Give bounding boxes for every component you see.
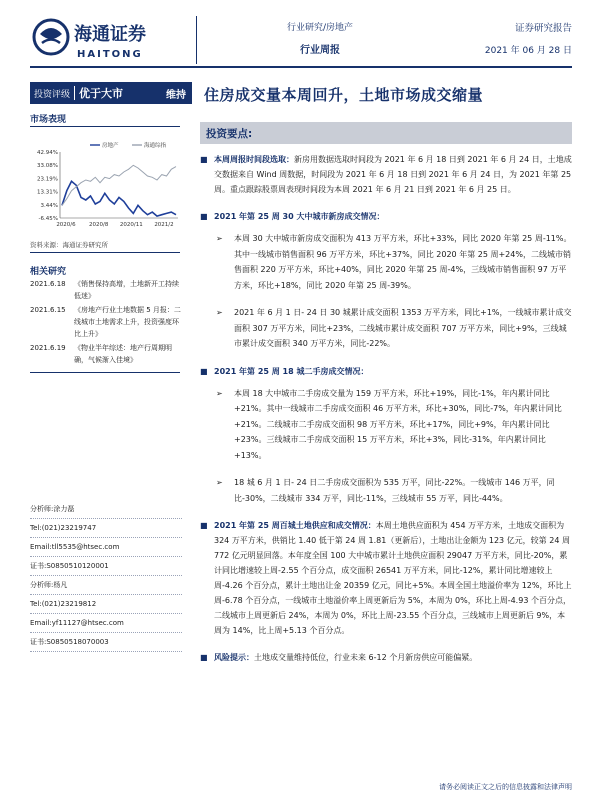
related-date: 2021.6.15 (30, 306, 66, 314)
report-date: 2021 年 06 月 28 日 (484, 46, 572, 56)
bullet-land (200, 518, 572, 638)
sub-bullet-text: 本周 30 大中城市新房成交面积为 413 万平方米，环比+33%，同比 2020 年第 25 周-11%。其中一线城市销售面积 96 万平方米，环比+37%，同比 2020 年第 25 周+24%，二线城市销售面积 220 万平方米，环比+40%，同比 2020 年第 25 周-4%，三线城市销售面积 97 万平方米，环比+18%，同比 2020 年第 25 周-39%。 (234, 234, 572, 290)
related-heading: 相关研究 (30, 267, 67, 277)
analyst-name: 分析师:杨凡 (30, 576, 182, 595)
market-chart-svg (30, 138, 182, 234)
analyst-cert: 证书:S0850518070003 (30, 633, 182, 652)
report-kind: 证券研究报告 (514, 23, 572, 34)
header-separator (196, 16, 197, 64)
x-tick-label: 2020/8 (88, 222, 109, 228)
analyst-email[interactable]: Email:tll5535@htsec.com (30, 538, 182, 557)
key-points-content (200, 152, 572, 665)
bullet-body: 新房用数据选取时间段为 2021 年 6 月 18 日到 2021 年 6 月 24 日，土地成交数据来自 Wind 周数据，时间段为 2021 年 6 月 18 日到 2021 年 6 月 24 日，为 2021 年第 25 周。重点跟踪股票周表现时间段为本周 2021 年 6 月 21 日到 2021 年 6 月 25 日。 (214, 155, 572, 194)
related-date: 2021.6.19 (30, 344, 66, 352)
y-tick-label: -6.45% (38, 216, 58, 222)
market-chart (30, 138, 182, 234)
legend-label: 房地产 (102, 143, 119, 149)
x-tick-label: 2020/6 (56, 222, 76, 228)
arrow-icon: ➢ (216, 308, 223, 317)
related-date: 2021.6.18 (30, 280, 66, 288)
rating-status: 维持 (166, 89, 186, 101)
haitong-logo (30, 14, 180, 64)
arrow-icon: ➢ (216, 234, 223, 243)
legend-label: 海通综指 (144, 143, 167, 149)
x-tick-label: 2021/2 (154, 222, 174, 228)
bullet-period (200, 152, 572, 197)
category-label: 行业研究/房地产 (286, 23, 354, 33)
sub-bullet-text: 本周 18 大中城市二手房成交量为 159 万平方米，环比+19%，同比-1%，年内累计同比+21%。其中一线城市二手房成交面积 46 万平方米，环比+30%，同比-7%，年内累计同比+21%。二线城市二手房成交面积 98 万平方米，环比+17%，同比+9%，年内累计同比+23%。三线城市二手房成交面积 15 万平方米，环比+3%，同比-31%，年内累计同比+13%。 (234, 388, 562, 460)
related-item[interactable] (30, 278, 182, 302)
market-heading-line (30, 126, 180, 127)
header-divider (30, 66, 572, 68)
bullet-square-icon: ■ (200, 521, 208, 530)
bullet-square-icon: ■ (200, 366, 208, 376)
sub-bullet (200, 305, 572, 352)
bullet-lead: 2021 年第 25 周 18 城二手房成交情况： (214, 366, 369, 376)
header-right (485, 20, 572, 56)
related-title[interactable]: 《销售保持高增，土地新开工持续低迷》 (74, 280, 179, 300)
bullet-used-homes (200, 364, 572, 379)
sub-bullet-text: 2021 年 6 月 1 日- 24 日 30 城累计成交面积 1353 万平方米，同比+1%，一线城市累计成交面积 307 万平方米，同比+23%，二线城市累计成交面积 707 万平方米，同比+9%，三线城市累计成交面积 340 万平方米，同比-22%。 (234, 308, 572, 348)
x-tick-label: 2020/11 (119, 222, 143, 228)
analyst-email[interactable]: Email:yf11127@htsec.com (30, 614, 182, 633)
source-line (30, 252, 180, 253)
y-tick-label: 13.31% (37, 189, 58, 196)
bullet-square-icon: ■ (200, 653, 208, 662)
analyst-tel: Tel:(021)23219747 (30, 519, 182, 538)
report-title: 住房成交量本周回升，土地市场成交缩量 (204, 86, 484, 104)
related-item[interactable] (30, 304, 182, 340)
analyst-cert: 证书:S0850510120001 (30, 557, 182, 576)
rating-value: 优于大市 (79, 87, 124, 100)
report-type: 行业周报 (300, 45, 340, 56)
sub-bullet (200, 386, 572, 464)
bullet-lead: 2021 年第 25 周 30 大中城市新房成交情况： (214, 212, 385, 221)
bullet-square-icon: ■ (200, 155, 208, 164)
rating-label: 投资评级 (34, 89, 71, 100)
chart-source: 资料来源：海通证券研究所 (30, 241, 108, 249)
rating-bar (30, 82, 192, 104)
logo-en-text: HAITONG (77, 49, 143, 60)
y-tick-label: 33.08% (37, 163, 58, 170)
related-bottom-line (30, 372, 180, 373)
related-title[interactable]: 《房地产行业土地数据 5 月报：二线城市土地需求上升，投资强度环比上升》 (74, 306, 181, 338)
arrow-icon: ➢ (216, 478, 223, 487)
rating-sep (74, 86, 75, 100)
analyst-tel: Tel:(021)23219812 (30, 595, 182, 614)
bullet-square-icon: ■ (200, 212, 208, 221)
series-line (62, 165, 176, 205)
analyst-block (30, 500, 182, 652)
series-line (62, 181, 176, 216)
arrow-icon: ➢ (216, 388, 223, 398)
sub-bullet-text: 18 城 6 月 1 日- 24 日二手房成交面积为 535 万平，同比-22%。一线城市 146 万平，同比-30%，二线城市 334 万平，同比-11%，三线城市 55 万平，同比-44%。 (234, 478, 555, 503)
y-tick-label: 42.94% (37, 150, 58, 156)
disclaimer-footer: 请务必阅读正文之后的信息披露和法律声明 (439, 783, 572, 791)
related-list (30, 278, 182, 368)
related-title[interactable]: 《物业半年综述：地产行周期明确，气候渐入佳境》 (74, 344, 172, 364)
logo-cn-text: 海通证券 (74, 24, 146, 45)
bullet-lead: 2021 年第 25 周百城土地供应和成交情况： (214, 521, 376, 530)
bullet-new-homes (200, 209, 572, 224)
bullet-lead: 本周周报时间段选取： (214, 155, 294, 164)
bullet-body: 土地成交量维持低位，行业未来 6-12 个月新房供应可能偏紧。 (254, 653, 478, 662)
y-tick-label: 23.19% (37, 176, 58, 183)
y-tick-label: 3.44% (40, 202, 58, 209)
related-item[interactable] (30, 342, 182, 366)
analyst-name: 分析师:涂力磊 (30, 500, 182, 519)
key-points-heading: 投资要点: (200, 122, 572, 144)
bullet-risk (200, 650, 572, 665)
sub-bullet (200, 475, 572, 506)
market-heading: 市场表现 (30, 115, 67, 125)
sub-bullet (200, 231, 572, 293)
bullet-lead: 风险提示： (214, 653, 254, 662)
bullet-body: 本周土地供应面积为 454 万平方米，土地成交面积为 324 万平方米，供销比 1.40 低于第 24 周 1.81（更新后），土地出让金额为 123 亿元，较第 24 周 772 亿元明显回落。本年度全国 100 大中城市累计土地供应面积 29047 万平方米，同比-20%，累计同比增速较上周-2.55 个百分点，成交面积 26541 万平方米，同比-12%，累计同比增速较上周-4.26 个百分点，累计土地出让金 20359 亿元，同比+5%。本周全国土地溢价率为 12%，环比上周-6.78 个百分点，一线城市土地溢价率上周更新后为 5%，本周为 0%，环比上周-4.93 个百分点，二线城市上周更新后 24%，本周为 0%，环比上周-23.55 个百分点，三线城市上周更新后 9%，本周为 14%，比上周+5.13 个百分点。 (214, 521, 572, 635)
header-center (260, 20, 380, 56)
